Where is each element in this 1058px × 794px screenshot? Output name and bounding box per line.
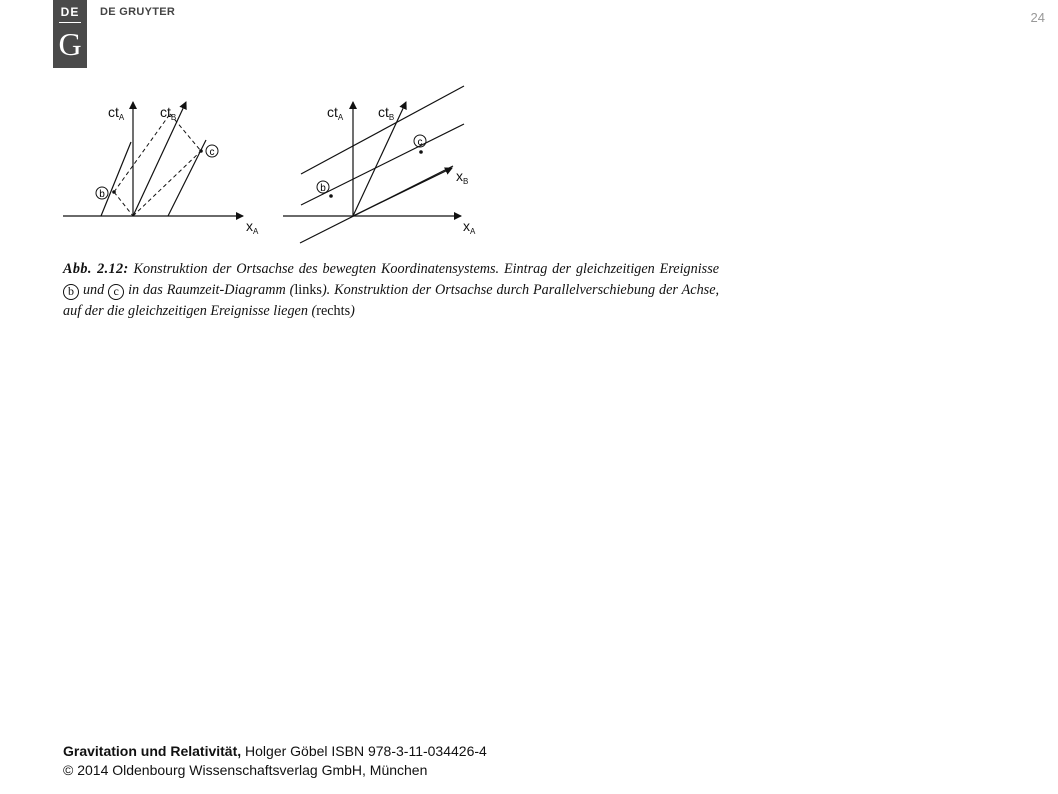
left-event-b-dot	[112, 190, 116, 194]
author-isbn: Holger Göbel ISBN 978-3-11-034426-4	[245, 743, 487, 759]
right-diagram	[283, 86, 476, 243]
caption-und: und	[82, 282, 105, 298]
logo-de-text: DE	[60, 5, 80, 19]
caption-event-b-marker: b	[63, 284, 79, 300]
right-event-b-label: b	[320, 183, 326, 194]
left-event-b-label: b	[99, 189, 105, 200]
right-parallel-lower	[300, 166, 453, 243]
caption-label: Abb. 2.12:	[63, 261, 129, 277]
caption-rechts: rechts	[316, 303, 351, 319]
right-x-a-label: $x_A$	[463, 218, 476, 236]
book-title: Gravitation und Relativität,	[63, 743, 242, 759]
left-dashed-4	[133, 151, 201, 216]
right-event-c-label: c	[417, 137, 423, 148]
right-event-c-dot	[419, 150, 423, 154]
left-dashed-2	[114, 114, 170, 192]
right-ct-a-label: $ct_A$	[327, 104, 344, 122]
page-number: 24	[1030, 10, 1045, 25]
figure-spacetime-diagrams	[0, 0, 760, 250]
left-event-c-label: c	[209, 147, 215, 158]
left-x-a-label: $x_A$	[246, 218, 259, 236]
footer-line-1	[63, 742, 487, 761]
right-ct-b-label: $ct_B$	[378, 104, 395, 122]
caption-text-3: ). Konstruktion der Ortsachse durch Parallelverschiebung der Achse, auf der die gleichzeitigen Ereignisse liegen (	[63, 282, 720, 319]
caption-event-c-marker: c	[108, 284, 124, 300]
page-footer	[63, 742, 487, 780]
copyright: © 2014 Oldenbourg Wissenschaftsverlag GmbH, München	[63, 762, 428, 778]
caption-links: links	[294, 282, 322, 298]
left-diagram	[63, 102, 259, 236]
left-ct-a-label: $ct_A$	[108, 104, 125, 122]
right-event-b-dot	[329, 194, 333, 198]
caption-text-1: Konstruktion der Ortsachse des bewegten Koordinatensystems. Eintrag der gleichzeitigen Ereignisse	[133, 261, 720, 277]
caption-text-4: )	[350, 303, 355, 319]
left-dashed-1	[114, 192, 133, 216]
left-worldline-1	[101, 142, 131, 216]
right-parallel-upper	[301, 86, 464, 174]
figure-caption	[63, 259, 719, 322]
left-ct-b-label: $ct_B$	[160, 104, 177, 122]
caption-text-2: in das Raumzeit-Diagramm (	[128, 282, 295, 298]
left-event-c-dot	[199, 149, 203, 153]
publisher-name: DE GRUYTER	[100, 6, 176, 18]
logo-g-text: G	[58, 26, 82, 62]
right-x-b-label: $x_B$	[456, 168, 469, 186]
